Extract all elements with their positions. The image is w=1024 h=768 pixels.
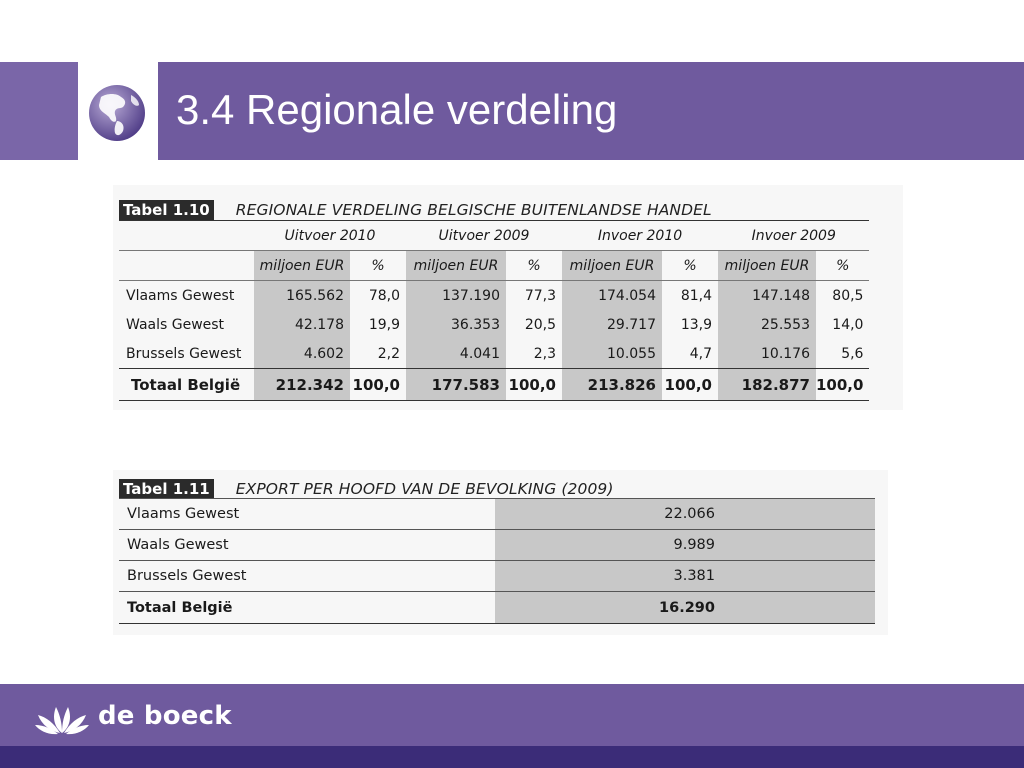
cell-value: 36.353: [406, 310, 506, 339]
export-per-capita-table: [119, 498, 875, 624]
de-boeck-flower-logo: [34, 697, 90, 735]
cell-value: 10.176: [718, 339, 816, 369]
cell-value: 5,6: [841, 345, 864, 362]
table-row: [119, 339, 869, 369]
cell-value: 2,3: [533, 345, 556, 362]
cell-value: 9.989: [495, 530, 875, 561]
brand-name: de boeck: [98, 701, 232, 731]
cell-value: 22.066: [495, 499, 875, 530]
group-header: Invoer 2009: [718, 221, 869, 251]
cell-value: 2,2: [377, 345, 400, 362]
unit-header: miljoen EUR: [254, 251, 350, 281]
table1-group-row: [119, 221, 869, 251]
unit-header: %: [662, 251, 718, 281]
cell-value: 77,3: [524, 287, 556, 304]
total-value: 213.826: [562, 369, 662, 401]
cell-value: 80,5: [832, 287, 864, 304]
table2-tag: Tabel 1.11: [119, 479, 214, 499]
group-header: Uitvoer 2010: [254, 221, 406, 251]
table2-caption-text: EXPORT PER HOOFD VAN DE BEVOLKING (2009): [235, 480, 614, 498]
total-value: 212.342: [254, 369, 350, 401]
group-header: Uitvoer 2009: [406, 221, 562, 251]
table1-caption-text: REGIONALE VERDELING BELGISCHE BUITENLANDSE HANDEL: [235, 201, 712, 219]
total-value: 16.290: [495, 592, 875, 624]
total-value: 100,0: [662, 369, 718, 401]
table-row: [119, 281, 869, 311]
total-value: 177.583: [406, 369, 506, 401]
table-row: [119, 499, 875, 530]
trade-distribution-table: [119, 220, 869, 401]
table1-caption: [119, 200, 712, 220]
footer-strip: [0, 746, 1024, 768]
cell-value: 4.602: [254, 339, 350, 369]
table-row: [119, 310, 869, 339]
table1-tag: Tabel 1.10: [119, 200, 214, 220]
row-label: Waals Gewest: [126, 316, 225, 333]
row-label: Brussels Gewest: [126, 345, 242, 362]
cell-value: 42.178: [254, 310, 350, 339]
table-total-row: [119, 369, 869, 401]
total-value: 182.877: [718, 369, 816, 401]
cell-value: 10.055: [562, 339, 662, 369]
cell-value: 13,9: [680, 316, 712, 333]
row-label: Vlaams Gewest: [119, 499, 495, 530]
cell-value: 29.717: [562, 310, 662, 339]
row-label: Waals Gewest: [119, 530, 495, 561]
table2-caption: [119, 479, 614, 499]
total-label: Totaal België: [119, 592, 495, 624]
header-left-block: [0, 62, 78, 160]
table-row: [119, 561, 875, 592]
table1-corner: [119, 251, 254, 281]
table-row: [119, 530, 875, 561]
cell-value: 137.190: [406, 281, 506, 311]
total-value: 100,0: [816, 369, 869, 401]
unit-header: %: [816, 251, 869, 281]
cell-value: 174.054: [562, 281, 662, 311]
unit-header: miljoen EUR: [406, 251, 506, 281]
total-label: Totaal België: [119, 369, 254, 401]
row-label: Brussels Gewest: [119, 561, 495, 592]
cell-value: 25.553: [718, 310, 816, 339]
table1-corner: [119, 221, 254, 251]
cell-value: 165.562: [254, 281, 350, 311]
cell-value: 14,0: [832, 316, 864, 333]
cell-value: 78,0: [368, 287, 400, 304]
cell-value: 147.148: [718, 281, 816, 311]
cell-value: 81,4: [680, 287, 712, 304]
cell-value: 3.381: [495, 561, 875, 592]
row-label: Vlaams Gewest: [126, 287, 235, 304]
cell-value: 20,5: [524, 316, 556, 333]
unit-header: miljoen EUR: [718, 251, 816, 281]
group-header: Invoer 2010: [562, 221, 718, 251]
table1-unit-row: [119, 251, 869, 281]
unit-header: %: [350, 251, 406, 281]
table-total-row: [119, 592, 875, 624]
page-title: 3.4 Regionale verdeling: [176, 86, 618, 133]
unit-header: miljoen EUR: [562, 251, 662, 281]
unit-header: %: [506, 251, 562, 281]
cell-value: 4.041: [406, 339, 506, 369]
total-value: 100,0: [506, 369, 562, 401]
brand: [34, 697, 232, 735]
cell-value: 19,9: [368, 316, 400, 333]
total-value: 100,0: [350, 369, 406, 401]
globe-icon: [87, 83, 147, 143]
cell-value: 4,7: [689, 345, 712, 362]
